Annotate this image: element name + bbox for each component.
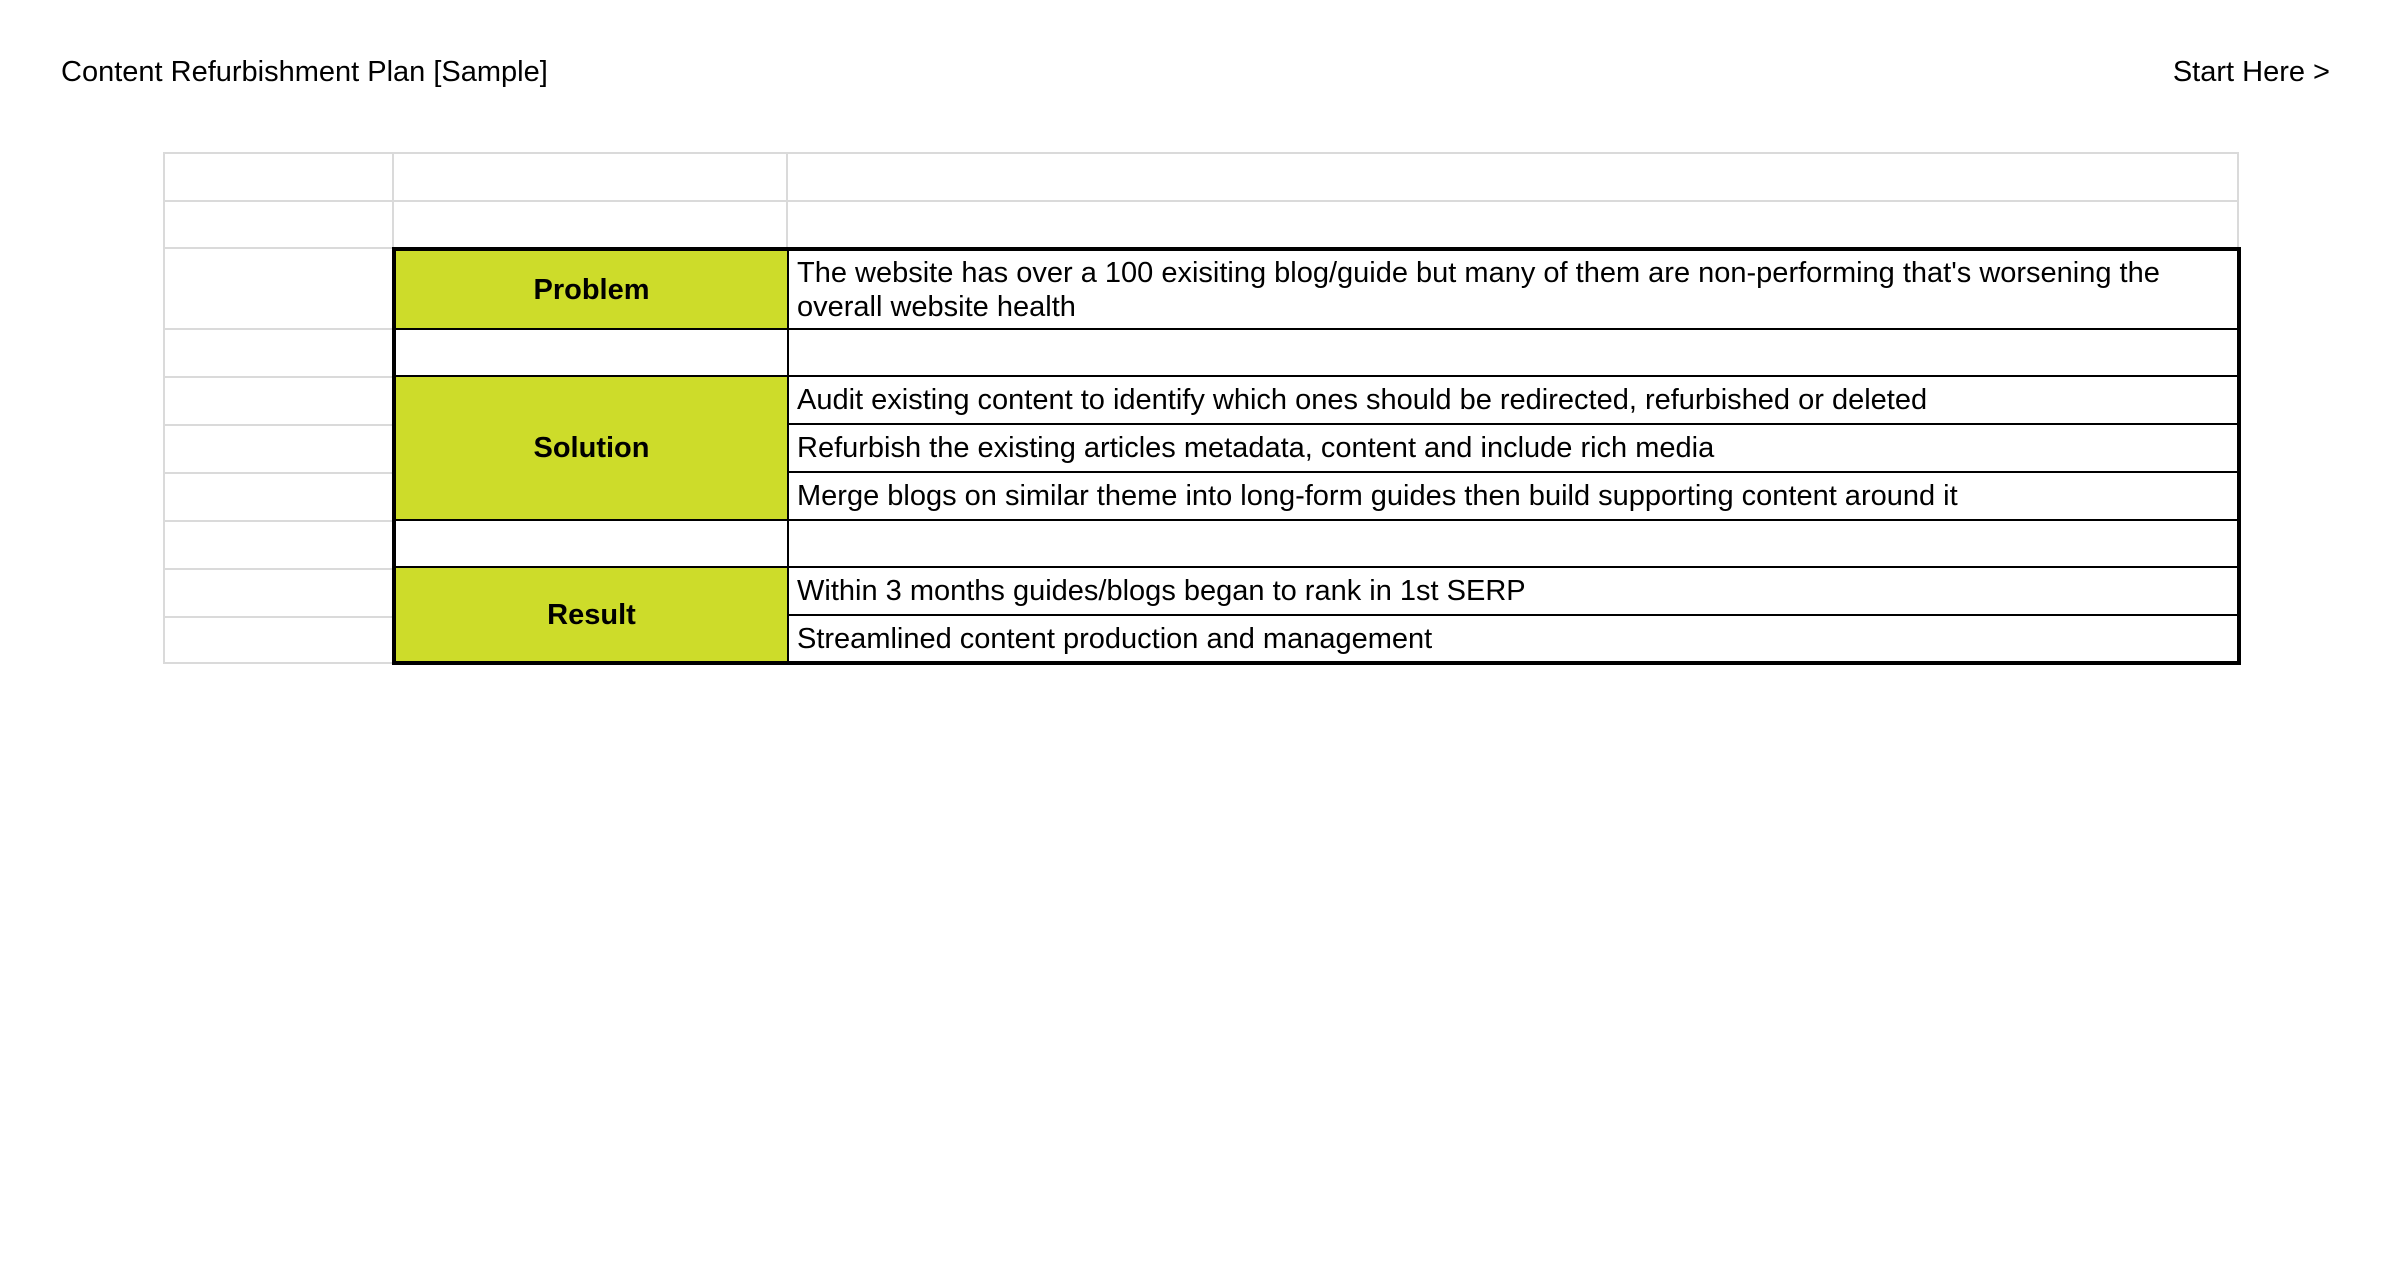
spacer-row bbox=[394, 520, 2239, 567]
gridline bbox=[163, 472, 392, 474]
gridline bbox=[163, 616, 392, 618]
gridline bbox=[163, 520, 392, 522]
solution-item: Audit existing content to identify which ones should be redirected, refurbished or deleted bbox=[788, 376, 2239, 424]
empty-cell bbox=[788, 520, 2239, 567]
gridline bbox=[163, 568, 392, 570]
gridline bbox=[786, 152, 788, 249]
problem-label: Problem bbox=[394, 249, 788, 329]
solution-item: Refurbish the existing articles metadata, content and include rich media bbox=[788, 424, 2239, 472]
solution-label: Solution bbox=[394, 376, 788, 520]
gridline bbox=[163, 152, 165, 664]
gridline bbox=[392, 152, 394, 249]
gridline bbox=[163, 200, 2239, 202]
empty-cell bbox=[394, 329, 788, 376]
solution-row bbox=[394, 376, 2239, 424]
problem-text: The website has over a 100 exisiting blog/guide but many of them are non-performing that's worsening the overall website health bbox=[788, 249, 2239, 329]
spacer-row bbox=[394, 329, 2239, 376]
content-plan-table bbox=[392, 247, 2241, 665]
start-here-link[interactable]: Start Here > bbox=[2172, 56, 2330, 88]
empty-cell bbox=[394, 520, 788, 567]
gridline bbox=[163, 424, 392, 426]
result-row bbox=[394, 567, 2239, 615]
problem-row bbox=[394, 249, 2239, 329]
gridline bbox=[163, 152, 2239, 154]
result-item: Within 3 months guides/blogs began to rank in 1st SERP bbox=[788, 567, 2239, 615]
gridline bbox=[2237, 152, 2239, 249]
empty-cell bbox=[788, 329, 2239, 376]
gridline bbox=[163, 376, 392, 378]
gridline bbox=[163, 328, 392, 330]
gridline bbox=[163, 662, 392, 664]
result-label: Result bbox=[394, 567, 788, 663]
solution-item: Merge blogs on similar theme into long-form guides then build supporting content around it bbox=[788, 472, 2239, 520]
document-title: Content Refurbishment Plan [Sample] bbox=[61, 56, 548, 88]
result-item: Streamlined content production and management bbox=[788, 615, 2239, 663]
